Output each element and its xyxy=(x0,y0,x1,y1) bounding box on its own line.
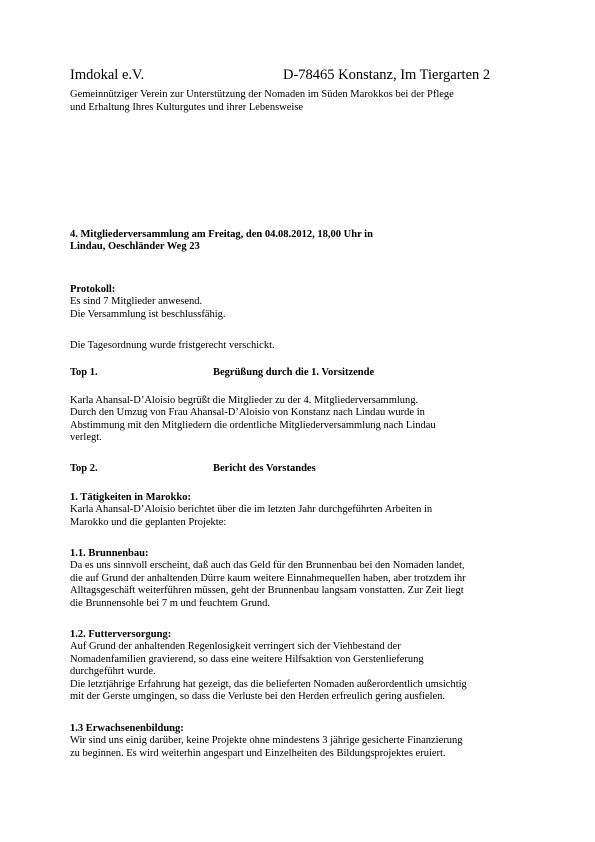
top2-heading xyxy=(70,463,530,476)
body-line: Nomadenfamilien gravierend, so dass eine weitere Hilfsaktion von Gerstenlieferung xyxy=(70,653,424,665)
top2-label: Top 2. xyxy=(70,463,98,474)
body-line: Auf Grund der anhaltenden Regenlosigkeit verringert sich der Viehbestand der xyxy=(70,641,401,653)
section-erwachsenenbildung xyxy=(70,723,540,760)
top1-heading xyxy=(70,367,530,380)
tagesordnung-line: Die Tagesordnung wurde fristgerecht verschickt. xyxy=(70,340,275,351)
organization-subtitle xyxy=(70,88,560,114)
body-line: Durch den Umzug von Frau Ahansal-D’Aloisio von Konstanz nach Lindau wurde in xyxy=(70,407,425,419)
top1-body xyxy=(70,395,530,445)
protokoll-heading: Protokoll: xyxy=(70,284,116,295)
section-heading: 1. Tätigkeiten in Marokko: xyxy=(70,492,191,503)
body-line: Karla Ahansal-D’Aloisio berichtet über die im letzten Jahr durchgeführten Arbeiten in xyxy=(70,504,433,516)
organization-name: Imdokal e.V. xyxy=(70,67,145,83)
top2-title: Bericht des Vorstandes xyxy=(213,463,316,474)
section-futterversorgung xyxy=(70,629,540,703)
section-heading: 1.3 Erwachsenenbildung: xyxy=(70,723,184,734)
body-line: Die letztjährige Erfahrung hat gezeigt, das die belieferten Nomaden außerordentlich umsichtig xyxy=(70,678,467,690)
body-line: zu beginnen. Es wird weiterhin angespart und Einzelheiten des Bildungsprojektes eruiert. xyxy=(70,747,446,759)
protokoll-line: Die Versammlung ist beschlussfähig. xyxy=(70,308,226,320)
meeting-title-line: 4. Mitgliederversammlung am Freitag, den 04.08.2012, 18,00 Uhr in xyxy=(70,229,373,240)
body-line: Marokko und die geplanten Projekte: xyxy=(70,516,227,528)
subtitle-line: und Erhaltung Ihres Kulturgutes und ihrer Lebensweise xyxy=(70,102,304,113)
top1-title: Begrüßung durch die 1. Vorsitzende xyxy=(213,367,375,378)
meeting-title-line: Lindau, Oeschländer Weg 23 xyxy=(70,241,200,253)
section-heading: 1.2. Futterversorgung: xyxy=(70,629,172,640)
body-line: Karla Ahansal-D’Aloisio begrüßt die Mitglieder zu der 4. Mitgliederversammlung. xyxy=(70,395,419,406)
organization-address: D-78465 Konstanz, Im Tiergarten 2 xyxy=(283,67,491,83)
body-line: die auf Grund der anhaltenden Dürre kaum weitere Einnahmequellen haben, aber trotzdem ihr xyxy=(70,572,466,584)
body-line: Alltagsgeschäft weiterführen müssen, geht der Brunnenbau langsam vonstatten. Zur Zeit liegt xyxy=(70,585,464,597)
section-brunnenbau xyxy=(70,548,540,610)
body-line: Abstimmung mit den Mitgliedern die ordentliche Mitgliederversammlung nach Lindau xyxy=(70,419,436,431)
protokoll-section xyxy=(70,284,530,321)
subtitle-line: Gemeinnütziger Verein zur Unterstützung der Nomaden im Süden Marokkos bei der Pflege xyxy=(70,89,454,100)
protokoll-line: Es sind 7 Mitglieder anwesend. xyxy=(70,296,203,308)
top1-label: Top 1. xyxy=(70,367,98,378)
meeting-title xyxy=(70,229,530,254)
body-line: mit der Gerste umgingen, so dass die Verluste bei den Herden erfreulich gering ausfielen. xyxy=(70,691,446,703)
body-line: durchgeführt wurde. xyxy=(70,666,156,678)
body-line: verlegt. xyxy=(70,432,102,444)
section-taetigkeiten xyxy=(70,492,530,529)
body-line: Wir sind uns einig darüber, keine Projekte ohne mindestens 3 jährige gesicherte Finanzierung xyxy=(70,735,463,747)
body-line: Da es uns sinnvoll erscheint, daß auch das Geld für den Brunnenbau bei den Nomaden landet, xyxy=(70,560,465,572)
body-line: die Brunnensohle bei 7 m und feuchtem Grund. xyxy=(70,597,271,609)
section-heading: 1.1. Brunnenbau: xyxy=(70,548,149,559)
